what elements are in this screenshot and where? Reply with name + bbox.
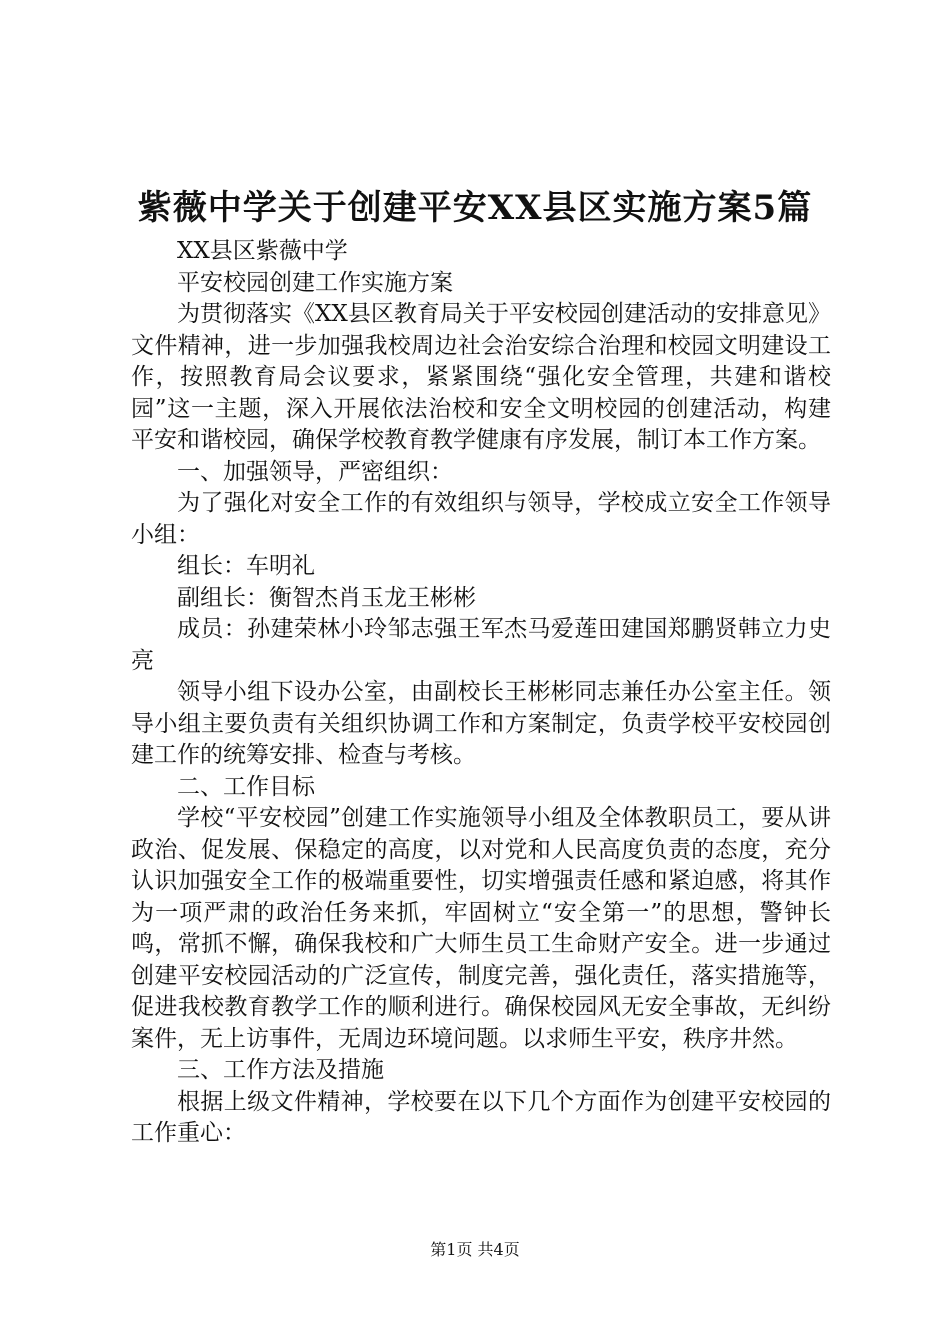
paragraph-group-leader: 组长：车明礼: [177, 553, 315, 579]
paragraph-leadership-group: 为了强化对安全工作的有效组织与领导，学校成立安全工作领导小组：: [131, 490, 831, 548]
paragraph-deputy-leaders: 副组长：衡智杰肖玉龙王彬彬: [177, 584, 476, 611]
section-heading-methods: 三、工作方法及措施: [177, 1057, 384, 1083]
document-title: 紫薇中学关于创建平安XX县区实施方案5篇: [137, 188, 813, 228]
paragraph-goals: 学校“平安校园”创建工作实施领导小组及全体教职员工，要从讲政治、促发展、保稳定的高度，以对党和人民高度负责的态度，充分认识加强安全工作的极端重要性，切实增强责任感和紧迫感，将其作为一项严肃的政治任务来抓，牢固树立“安全第一”的思想，警钟长鸣，常抓不懈，确保我校和广大师生员工生命财产安全。进一步通过创建平安校园活动的广泛宣传，制度完善，强化责任，落实措施等，促进我校教育教学工作的顺利进行。确保校园风无安全事故，无纠纷案件，无上访事件，无周边环境问题。以求师生平安，秩序井然。: [131, 805, 831, 1052]
paragraph-intro: 为贯彻落实《XX县区教育局关于平安校园创建活动的安排意见》文件精神，进一步加强我校周边社会治安综合治理和校园文明建设工作，按照教育局会议要求，紧紧围绕“强化安全管理，共建和谐校园”这一主题，深入开展依法治校和安全文明校园的创建活动，构建平安和谐校园，确保学校教育教学健康有序发展，制订本工作方案。: [131, 301, 831, 453]
section-heading-leadership: 一、加强领导，严密组织：: [177, 458, 453, 485]
paragraph-plan-title: 平安校园创建工作实施方案: [177, 269, 453, 296]
paragraph-methods: 根据上级文件精神，学校要在以下几个方面作为创建平安校园的工作重心：: [131, 1088, 831, 1146]
paragraph-school-name: XX县区紫薇中学: [177, 238, 348, 264]
page-footer: 第1页 共4页: [430, 1240, 520, 1259]
section-heading-goals: 二、工作目标: [177, 773, 315, 800]
paragraph-members: 成员：孙建荣林小玲邹志强王军杰马爱莲田建国郑鹏贤韩立力史亮: [131, 616, 831, 674]
document-body: [131, 236, 831, 1150]
paragraph-office: 领导小组下设办公室，由副校长王彬彬同志兼任办公室主任。领导小组主要负责有关组织协调工作和方案制定，负责学校平安校园创建工作的统筹安排、检查与考核。: [131, 679, 831, 768]
